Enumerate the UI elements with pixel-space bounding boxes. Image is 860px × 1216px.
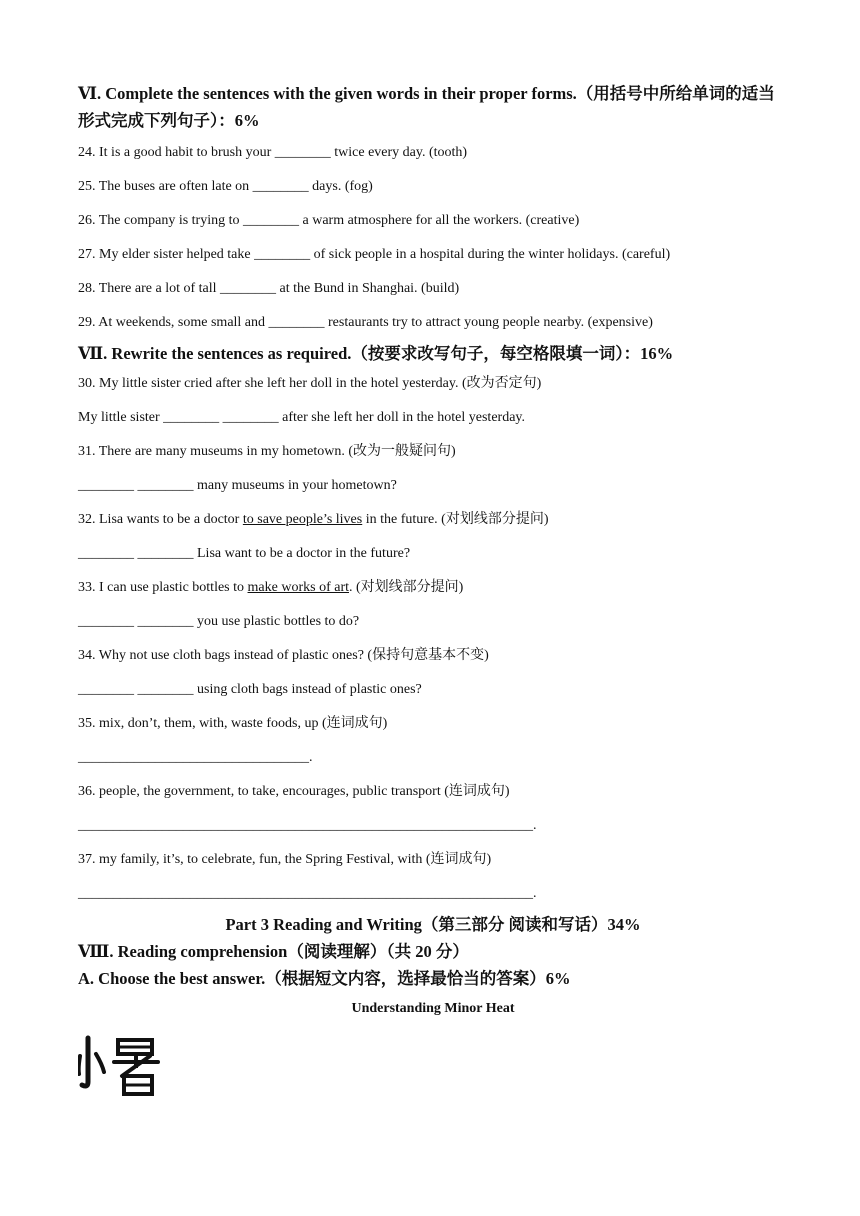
question-32-underlined: to save people’s lives: [242, 512, 363, 527]
section-7-heading: Ⅶ. Rewrite the sentences as required.（按要求改写句子，每空格限填一词）：16%: [78, 344, 674, 363]
answer-31: ________ ________ many museums in your hometown?: [78, 478, 397, 493]
question-29: 29. At weekends, some small and ________ restaurants try to attract young people nearby. (expensive): [78, 315, 653, 330]
question-24: 24. It is a good habit to brush your ________ twice every day. (tooth): [78, 145, 468, 160]
question-31: 31. There are many museums in my hometown. (改为一般疑问句): [78, 444, 456, 459]
question-33-underlined: make works of art: [247, 580, 349, 595]
question-26: 26. The company is trying to ________ a warm atmosphere for all the workers. (creative): [78, 213, 580, 228]
question-33-instruction: . (对划线部分提问): [349, 580, 464, 595]
minor-heat-calligraphy: [78, 1030, 168, 1100]
question-32-instruction: in the future. (对划线部分提问): [362, 512, 549, 527]
question-32: [78, 503, 788, 537]
answer-34: ________ ________ using cloth bags instead of plastic ones?: [78, 682, 422, 697]
question-32-text: 32. Lisa wants to be a doctor: [78, 512, 243, 527]
question-36: 36. people, the government, to take, encourages, public transport (连词成句): [78, 784, 510, 799]
answer-32: ________ ________ Lisa want to be a doctor in the future?: [78, 546, 411, 561]
part-3-title: Part 3 Reading and Writing（第三部分 阅读和写话）34%: [225, 915, 641, 934]
question-28: 28. There are a lot of tall ________ at the Bund in Shanghai. (build): [78, 281, 460, 296]
answer-35: _________________________________.: [78, 750, 313, 765]
question-35: 35. mix, don’t, them, with, waste foods, up (连词成句): [78, 716, 388, 731]
passage-title: Understanding Minor Heat: [351, 1001, 515, 1016]
answer-30: My little sister ________ ________ after she left her doll in the hotel yesterday.: [78, 410, 525, 425]
question-27: 27. My elder sister helped take ________ of sick people in a hospital during the winter holidays. (careful): [78, 247, 671, 262]
answer-37: _________________________________________________________________.: [78, 886, 537, 901]
calligraphy-icon: [78, 1030, 168, 1100]
section-6-heading: Ⅵ. Complete the sentences with the given words in their proper forms.（用括号中所给单词的适当形式完成下列句子）：6%: [78, 84, 775, 130]
question-30: 30. My little sister cried after she left her doll in the hotel yesterday. (改为否定句): [78, 376, 542, 391]
question-34: 34. Why not use cloth bags instead of plastic ones? (保持句意基本不变): [78, 648, 489, 663]
answer-33: ________ ________ you use plastic bottles to do?: [78, 614, 360, 629]
section-a-heading: A. Choose the best answer.（根据短文内容，选择最恰当的答案）6%: [78, 969, 571, 988]
answer-36: _________________________________________________________________.: [78, 818, 537, 833]
question-33-text: 33. I can use plastic bottles to: [78, 580, 248, 595]
question-25: 25. The buses are often late on ________ days. (fog): [78, 179, 373, 194]
question-37: 37. my family, it’s, to celebrate, fun, the Spring Festival, with (连词成句): [78, 852, 492, 867]
worksheet-page: [78, 80, 788, 1100]
section-8-heading: Ⅷ. Reading comprehension（阅读理解）（共 20 分）: [78, 942, 469, 961]
question-33: [78, 571, 788, 605]
